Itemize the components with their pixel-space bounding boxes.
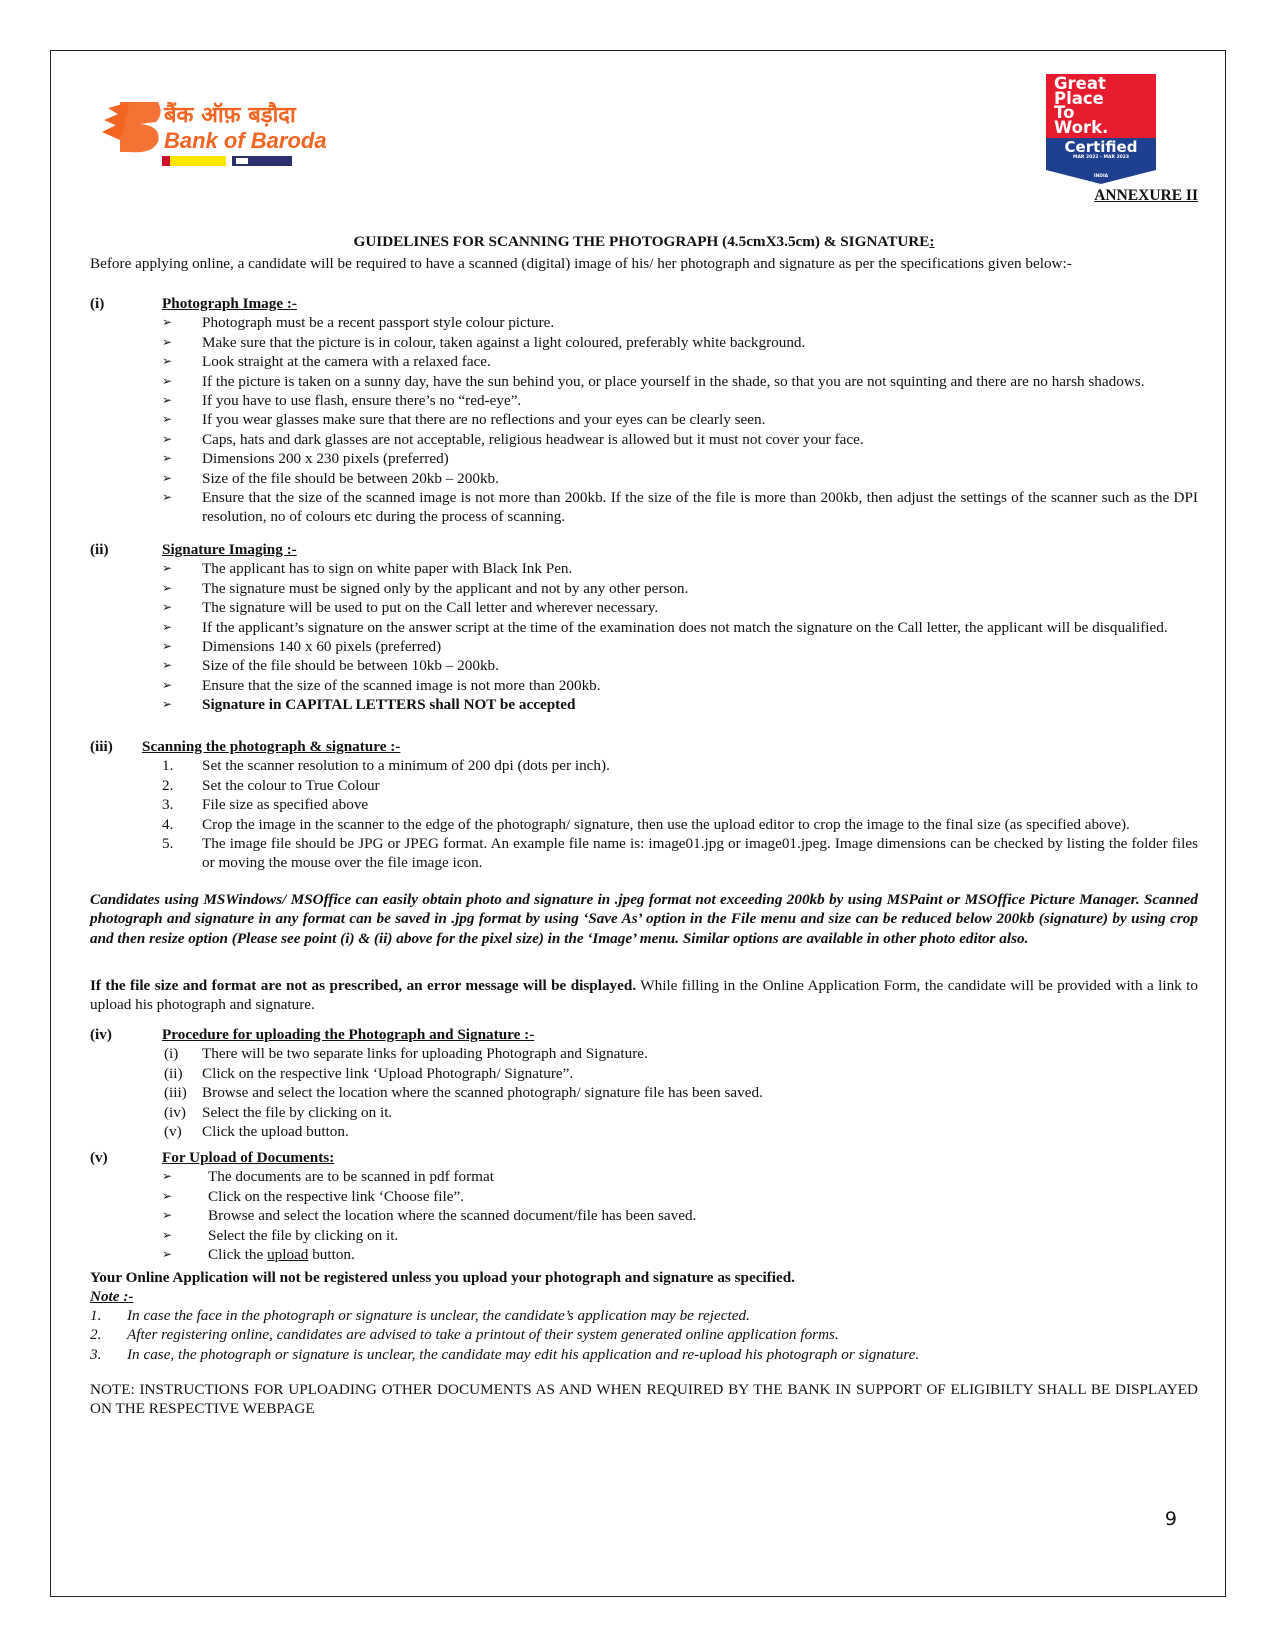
list-item: ➢ Dimensions 140 x 60 pixels (preferred) (162, 638, 442, 656)
section-number: (iv) (90, 1026, 112, 1043)
page-number: 9 (1164, 1508, 1177, 1530)
logo-hindi-text: बैंक ऑफ़ बड़ौदा (164, 103, 296, 128)
bank-of-baroda-logo (100, 100, 327, 178)
list-item: ➢ The signature will be used to put on the Call letter and wherever necessary. (162, 599, 659, 617)
arrow-bullet-icon: ➢ (162, 619, 173, 634)
arrow-bullet-icon: ➢ (162, 1208, 173, 1223)
list-item: ➢ Click on the respective link ‘Choose file”. (162, 1187, 465, 1205)
final-note: NOTE: INSTRUCTIONS FOR UPLOADING OTHER DOCUMENTS AS AND WHEN REQUIRED BY THE BANK IN SUPPORT OF ELIGIBILTY SHALL BE DISPLAYED ON THE RESPECTIVE WEBPAGE (90, 1381, 1198, 1418)
annexure-label: ANNEXURE II (1094, 187, 1198, 204)
list-item: ➢ Click the upload button. (162, 1246, 355, 1264)
gptw-certified: Certified (1064, 138, 1138, 156)
list-item: 5. The image file should be JPG or JPEG format. An example file name is: image01.jpg or image01.jpeg. Image dimensions can be checked by listing the folder files or moving the mouse over the file image icon. (162, 835, 1198, 872)
arrow-bullet-icon: ➢ (162, 639, 173, 654)
section-signature (90, 540, 1198, 715)
note-item: 3. In case, the photograph or signature is unclear, the candidate may edit his application and re-upload his photograph or signature. (90, 1345, 920, 1363)
list-item: ➢ If the applicant’s signature on the answer script at the time of the examination does not match the signature on the Call letter, the applicant will be disqualified. (162, 618, 1168, 636)
list-item: ➢ If you wear glasses make sure that there are no reflections and your eyes can be clearly seen. (162, 411, 766, 429)
notes-list (90, 1306, 1198, 1364)
list-item: ➢ Caps, hats and dark glasses are not acceptable, religious headwear is allowed but it must not cover your face. (162, 430, 864, 448)
section-photograph (90, 294, 1198, 527)
note-label: Note :- (90, 1288, 134, 1305)
list-item: 1. Set the scanner resolution to a minimum of 200 dpi (dots per inch). (162, 757, 610, 775)
list-item: ➢ If you have to use flash, ensure there’s no “red-eye”. (162, 392, 522, 410)
list-item: ➢ The signature must be signed only by the applicant and not by any other person. (162, 579, 689, 597)
arrow-bullet-icon: ➢ (162, 1247, 173, 1262)
arrow-bullet-icon: ➢ (162, 561, 173, 576)
error-message-paragraph (90, 976, 1198, 1015)
gptw-country: INDIA (1093, 174, 1109, 179)
section-title: Scanning the photograph & signature :- (142, 738, 401, 755)
arrow-bullet-icon: ➢ (162, 334, 173, 349)
list-item: (v) Click the upload button. (164, 1123, 349, 1141)
list-item: ➢ Photograph must be a recent passport style colour picture. (162, 314, 555, 332)
note-item: 1. In case the face in the photograph or signature is unclear, the candidate’s application may be rejected. (90, 1307, 750, 1324)
upload-word: upload (267, 1246, 309, 1264)
gptw-line: Great (1054, 74, 1106, 93)
arrow-bullet-icon: ➢ (162, 470, 173, 485)
list-item: 4. Crop the image in the scanner to the edge of the photograph/ signature, then use the upload editor to crop the image to the final size (as specified above). (162, 815, 1130, 833)
list-item: (iii) Browse and select the location where the scanned photograph/ signature file has been saved. (164, 1084, 763, 1102)
list-item: ➢ Ensure that the size of the scanned image is not more than 200kb. If the size of the file is more than 200kb, then adjust the settings of the scanner such as the DPI resolution, no of colours etc during the process of scanning. (162, 489, 1198, 526)
list-item: ➢ If the picture is taken on a sunny day, have the sun behind you, or place yourself in the shade, so that you are not squinting and there are no harsh shadows. (162, 372, 1145, 390)
list-item: ➢ Browse and select the location where the scanned document/file has been saved. (162, 1207, 697, 1225)
section-number: (v) (90, 1149, 108, 1166)
error-bold-text: If the file size and format are not as prescribed, an error message will be displayed. (90, 977, 637, 994)
registration-warning: Your Online Application will not be registered unless you upload your photograph and signature as specified. (90, 1269, 795, 1286)
arrow-bullet-icon: ➢ (162, 1169, 173, 1184)
note-item: 2. After registering online, candidates are advised to take a printout of their system generated online application forms. (90, 1326, 839, 1344)
section-title: Signature Imaging :- (162, 541, 297, 558)
arrow-bullet-icon: ➢ (162, 354, 173, 369)
arrow-bullet-icon: ➢ (162, 412, 173, 427)
title-colon: : (929, 233, 935, 250)
arrow-bullet-icon: ➢ (162, 1227, 173, 1242)
gptw-line: Work. (1054, 117, 1109, 137)
list-item: (iv) Select the file by clicking on it. (164, 1103, 393, 1121)
error-rest-text: While filling in the Online Application Form, the candidate will be provided with a link to upload his photograph and signature. (90, 977, 1199, 1014)
arrow-bullet-icon: ➢ (162, 677, 173, 692)
section-title: Procedure for uploading the Photograph and Signature :- (162, 1026, 535, 1043)
arrow-bullet-icon: ➢ (162, 1188, 173, 1203)
bob-sunburst-icon (100, 100, 327, 178)
arrow-bullet-icon: ➢ (162, 580, 173, 595)
arrow-bullet-icon: ➢ (162, 697, 173, 712)
logo-english-text: Bank of Baroda (164, 128, 327, 153)
list-item: (i) There will be two separate links for uploading Photograph and Signature. (164, 1045, 648, 1063)
list-item: ➢ Look straight at the camera with a relaxed face. (162, 353, 491, 371)
list-item: (ii) Click on the respective link ‘Upload Photograph/ Signature”. (164, 1064, 574, 1082)
great-place-to-work-badge (1046, 74, 1156, 184)
list-item: 2. Set the colour to True Colour (162, 776, 380, 794)
list-item: 3. File size as specified above (162, 796, 369, 814)
list-item: ➢ Dimensions 200 x 230 pixels (preferred) (162, 450, 449, 468)
arrow-bullet-icon: ➢ (162, 451, 173, 466)
list-item: ➢ Select the file by clicking on it. (162, 1226, 399, 1244)
gptw-line: To (1054, 103, 1075, 122)
arrow-bullet-icon: ➢ (162, 315, 173, 330)
msoffice-note: Candidates using MSWindows/ MSOffice can easily obtain photo and signature in .jpeg format not exceeding 200kb by using MSPaint or MSOffice Picture Manager. Scanned photograph and signature in any format can be saved in .jpg format by using ‘Save As’ option in the File menu and size can be reduced below 200kb (signature) by using crop and then resize option (Please see point (i) & (ii) above for the pixel size) in the ‘Image’ menu. Similar options are available in other photo editor also. (90, 891, 1198, 947)
list-item: ➢ Size of the file should be between 10kb – 200kb. (162, 657, 499, 675)
arrow-bullet-icon: ➢ (162, 490, 173, 505)
list-item: ➢ Ensure that the size of the scanned image is not more than 200kb. (162, 676, 601, 694)
list-item: ➢ Size of the file should be between 20kb – 200kb. (162, 469, 499, 487)
list-item-bold: ➢ Signature in CAPITAL LETTERS shall NOT be accepted (162, 696, 576, 714)
section-scanning (90, 737, 1198, 873)
section-number: (ii) (90, 541, 109, 558)
title-text: GUIDELINES FOR SCANNING THE PHOTOGRAPH (4.5cmX3.5cm) & SIGNATURE (353, 233, 930, 250)
arrow-bullet-icon: ➢ (162, 393, 173, 408)
list-item: ➢ The applicant has to sign on white paper with Black Ink Pen. (162, 560, 573, 578)
arrow-bullet-icon: ➢ (162, 658, 173, 673)
section-title: Photograph Image :- (162, 295, 297, 312)
page-title (90, 232, 1198, 251)
arrow-bullet-icon: ➢ (162, 431, 173, 446)
section-number: (iii) (90, 738, 113, 755)
section-number: (i) (90, 295, 105, 312)
arrow-bullet-icon: ➢ (162, 600, 173, 615)
gptw-line: Place (1054, 88, 1104, 108)
list-item: ➢ The documents are to be scanned in pdf format (162, 1168, 494, 1186)
section-title: For Upload of Documents: (162, 1149, 335, 1166)
section-documents (90, 1148, 1198, 1264)
list-item: ➢ Make sure that the picture is in colour, taken against a light coloured, preferably white background. (162, 333, 806, 351)
intro-paragraph: Before applying online, a candidate will be required to have a scanned (digital) image of his/ her photograph and signature as per the specifications given below:- (90, 255, 1072, 272)
gptw-dates: MAR 2022 - MAR 2023 (1072, 155, 1130, 160)
section-procedure (90, 1025, 1198, 1141)
arrow-bullet-icon: ➢ (162, 373, 173, 388)
